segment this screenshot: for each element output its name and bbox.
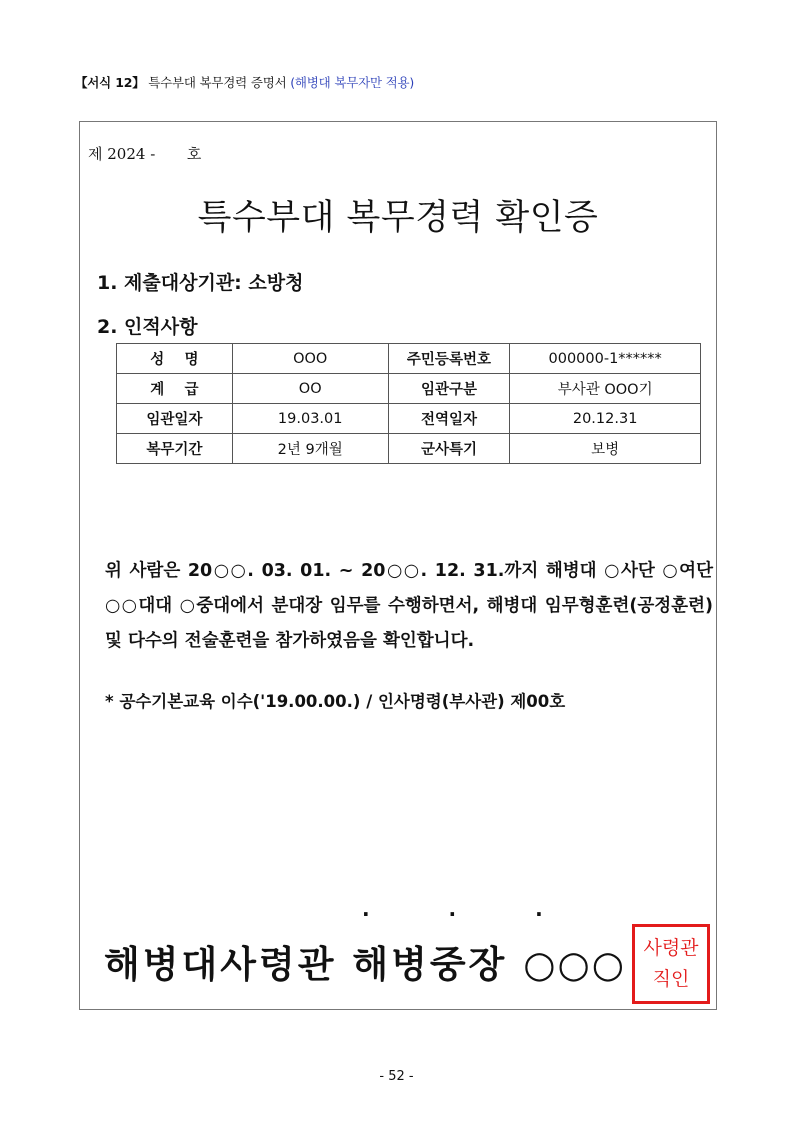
value-commission-date: 19.03.01 <box>232 404 388 434</box>
page-number: - 52 - <box>379 1069 414 1084</box>
value-discharge-date: 20.12.31 <box>510 404 701 434</box>
label-resident-number: 주민등록번호 <box>388 344 510 374</box>
section-personal-info: 2. 인적사항 <box>97 316 198 338</box>
value-service-period: 2년 9개월 <box>232 434 388 464</box>
certification-statement: 위 사람은 20○○. 03. 01. ~ 20○○. 12. 31.까지 해병대 ○사단 ○여단 ○○대대 ○중대에서 분대장 임무를 수행하면서, 해병대 임무형훈련(공정훈련) 및 다수의 전술훈련을 참가하였음을 확인합니다. <box>105 561 713 651</box>
table-row <box>117 434 701 464</box>
form-header <box>75 73 414 91</box>
official-seal-stamp <box>632 924 710 1004</box>
date-dots: . . . <box>362 897 579 921</box>
signer-name: ○○○ <box>523 943 627 986</box>
table-row <box>117 404 701 434</box>
form-title: 특수부대 복무경력 증명서 <box>148 75 287 90</box>
form-scope: (해병대 복무자만 적용) <box>290 75 415 90</box>
personal-info-table <box>116 343 701 464</box>
signer-title: 해병대사령관 해병중장 <box>104 942 508 986</box>
training-note: * 공수기본교육 이수('19.00.00.) / 인사명령(부사관) 제00호 <box>105 692 566 711</box>
label-discharge-date: 전역일자 <box>388 404 510 434</box>
value-resident-number: 000000-1****** <box>510 344 701 374</box>
value-commission-type: 부사관 OOO기 <box>510 374 701 404</box>
label-service-period: 복무기간 <box>117 434 233 464</box>
label-rank: 계 급 <box>117 374 233 404</box>
document-number-prefix: 제 2024 - <box>88 145 156 163</box>
table-row <box>117 344 701 374</box>
signer <box>104 934 626 988</box>
seal-line-1: 사령관 <box>643 937 699 959</box>
table-row <box>117 374 701 404</box>
label-commission-date: 임관일자 <box>117 404 233 434</box>
document-number <box>88 143 201 164</box>
value-rank: OO <box>232 374 388 404</box>
value-name: OOO <box>232 344 388 374</box>
seal-line-2: 직인 <box>652 968 690 990</box>
label-military-specialty: 군사특기 <box>388 434 510 464</box>
label-commission-type: 임관구분 <box>388 374 510 404</box>
value-military-specialty: 보병 <box>510 434 701 464</box>
form-label: 【서식 12】 <box>75 75 145 90</box>
document-number-suffix: 호 <box>186 145 202 163</box>
section-submission-agency: 1. 제출대상기관: 소방청 <box>97 272 304 294</box>
label-name: 성 명 <box>117 344 233 374</box>
document-title: 특수부대 복무경력 확인증 <box>197 198 599 238</box>
